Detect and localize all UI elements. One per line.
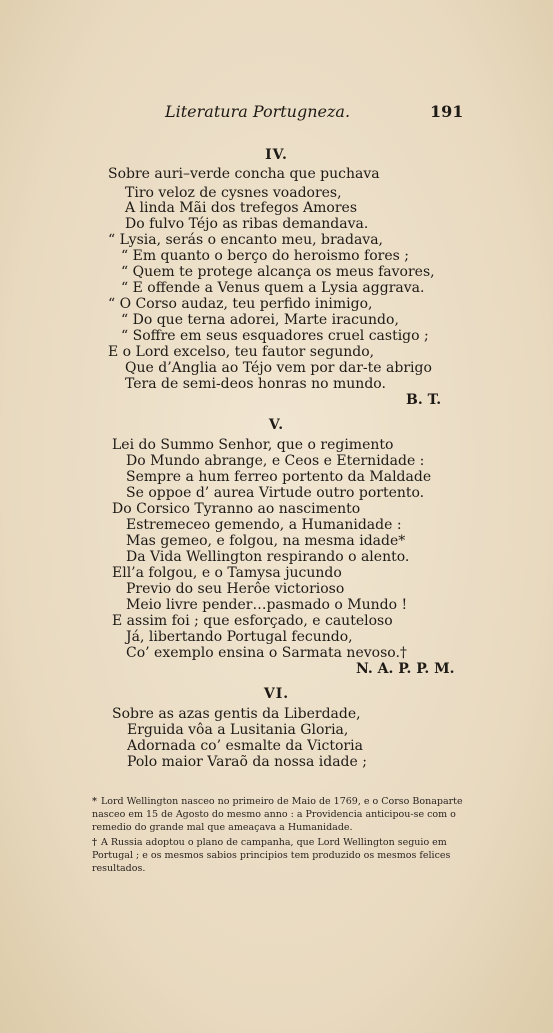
signature: B. T.: [406, 392, 442, 408]
poem-line: “ Em quanto o berço do heroismo fores ;: [121, 248, 409, 264]
sonnet-title-iv: IV.: [265, 147, 288, 163]
poem-line: E o Lord excelso, teu fautor segundo,: [108, 344, 375, 360]
poem-line: Previo do seu Herôe victorioso: [126, 581, 345, 597]
poem-line: Do Mundo abrange, e Ceos e Eternidade :: [126, 453, 425, 469]
poem-line: “ Soffre em seus esquadores cruel castigo ;: [121, 328, 429, 344]
poem-line: Polo maior Varaõ da nossa idade ;: [127, 754, 367, 770]
running-title: Literatura Portugneza.: [165, 102, 351, 121]
poem-line: “ E offende a Venus quem a Lysia aggrava.: [121, 280, 425, 296]
poem-line: Se oppoe d’ aurea Virtude outro portento.: [126, 485, 425, 501]
poem-line: Tera de semi-deos honras no mundo.: [125, 376, 386, 392]
poem-line: Estremeceo gemendo, a Humanidade :: [126, 517, 402, 533]
poem-line: A linda Mãi dos trefegos Amores: [125, 200, 357, 216]
poem-line: “ Quem te protege alcança os meus favores,: [121, 264, 435, 280]
poem-line: Do fulvo Téjo as ribas demandava.: [125, 216, 369, 232]
signature: N. A. P. P. M.: [356, 661, 455, 677]
sonnet-title-vi: VI.: [263, 686, 290, 702]
footnote-1: [92, 795, 474, 834]
poem-line: Ell’a folgou, e o Tamysa jucundo: [112, 565, 342, 581]
footnote-2: [92, 836, 474, 875]
poem-line: Mas gemeo, e folgou, na mesma idade*: [126, 533, 406, 549]
poem-line: Do Corsico Tyranno ao nascimento: [112, 501, 361, 517]
poem-line: Sobre as azas gentis da Liberdade,: [112, 706, 361, 722]
poem-line: Da Vida Wellington respirando o alento.: [126, 549, 410, 565]
page-header: [0, 102, 553, 126]
poem-line: E assim foi ; que esforçado, e cauteloso: [112, 613, 393, 629]
poem-line: Que d’Anglia ao Téjo vem por dar-te abrigo: [125, 360, 432, 376]
footnote-mark: *: [92, 796, 97, 807]
poem-line: Adornada co’ esmalte da Victoria: [127, 738, 363, 754]
footnote-text: Lord Wellington nasceo no primeiro de Maio de 1769, e o Corso Bonaparte nasceo em 15 de Agosto do mesmo anno : a Providencia anticipou-se com o remedio do grande mal que ameaçava a Humanidade.: [92, 796, 463, 833]
poem-line: Co’ exemplo ensina o Sarmata nevoso.†: [126, 645, 407, 661]
poem-line: Sobre auri–verde concha que puchava: [108, 166, 380, 182]
poem-line: “ Do que terna adorei, Marte iracundo,: [121, 312, 399, 328]
poem-line: “ O Corso audaz, teu perfido inimigo,: [108, 296, 373, 312]
poem-line: Erguida vôa a Lusitania Gloria,: [127, 722, 349, 738]
footnote-mark: †: [92, 837, 97, 848]
poem-line: Sempre a hum ferreo portento da Maldade: [126, 469, 432, 485]
footnote-text: A Russia adoptou o plano de campanha, que Lord Wellington seguio em Portugal ; e os mesmos sabios principios tem produzido os mesmos felices resultados.: [92, 837, 451, 874]
poem-line: Lei do Summo Senhor, que o regimento: [112, 437, 394, 453]
poem-line: Meio livre pender…pasmado o Mundo !: [126, 597, 408, 613]
poem-line: “ Lysia, serás o encanto meu, bradava,: [108, 232, 384, 248]
sonnet-title-v: V.: [268, 417, 285, 433]
poem-line: Já, libertando Portugal fecundo,: [126, 629, 353, 645]
poem-line: Tiro veloz de cysnes voadores,: [125, 185, 342, 201]
page-number: 191: [430, 102, 464, 121]
